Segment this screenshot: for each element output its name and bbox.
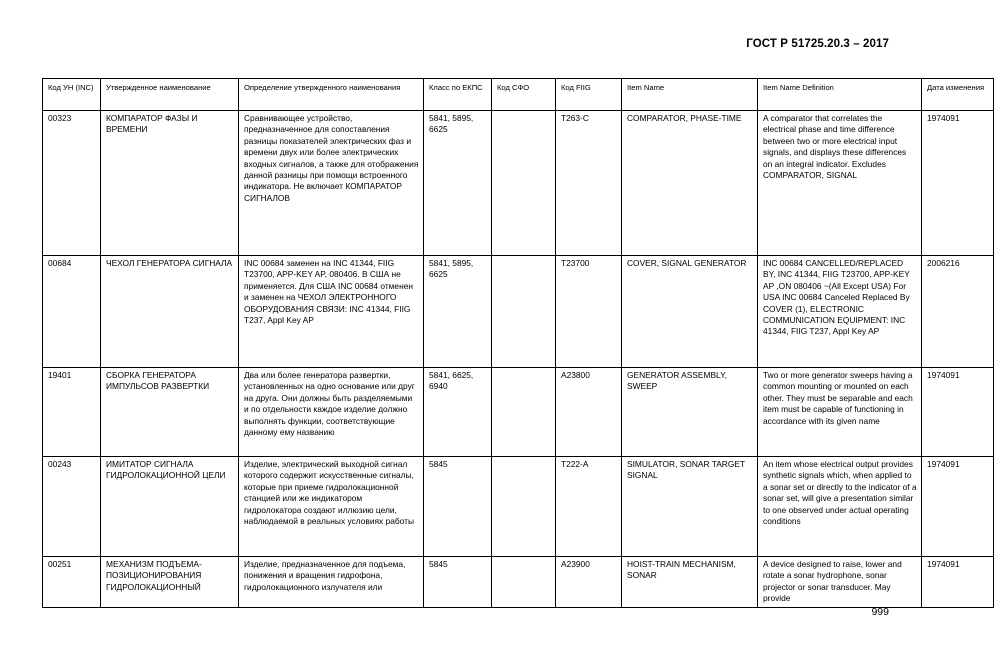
header-date: Дата изменения [922, 79, 994, 111]
header-inc: Код УН (INC) [43, 79, 101, 111]
cell-date: 1974091 [922, 368, 994, 457]
header-fiig: Код FIIG [556, 79, 622, 111]
cell-inc: 00243 [43, 457, 101, 557]
table-header-row [43, 79, 994, 111]
cell-name: ИМИТАТОР СИГНАЛА ГИДРОЛОКАЦИОННОЙ ЦЕЛИ [101, 457, 239, 557]
page-number: 999 [871, 606, 889, 618]
header-item-name: Item Name [622, 79, 758, 111]
cell-definition: Изделие, электрический выходной сигнал которого содержит искусственные сигналы, которые при приеме гидролокационной станцией или же индикатором гидролокатора создают иллюзию цели, наблюдаемой в реальных условиях работы [239, 457, 424, 557]
cell-sfo [492, 111, 556, 256]
cell-name: МЕХАНИЗМ ПОДЪЕМА-ПОЗИЦИОНИРОВАНИЯ ГИДРОЛОКАЦИОННЫЙ [101, 557, 239, 608]
cell-item-name: COMPARATOR, PHASE-TIME [622, 111, 758, 256]
document-header: ГОСТ Р 51725.20.3 – 2017 [746, 38, 889, 50]
cell-item-name: COVER, SIGNAL GENERATOR [622, 256, 758, 368]
table-row [43, 256, 994, 368]
cell-item-name: HOIST-TRAIN MECHANISM, SONAR [622, 557, 758, 608]
cell-sfo [492, 557, 556, 608]
cell-sfo [492, 256, 556, 368]
cell-definition: Два или более генератора развертки, установленных на одно основание или друг на друга. Они должны быть разделяемыми и по отдельности каждое изделие должно выполнять функции, соответствующие данному ему названию [239, 368, 424, 457]
cell-inc: 00684 [43, 256, 101, 368]
cell-sfo [492, 457, 556, 557]
header-sfo: Код СФО [492, 79, 556, 111]
cell-name: КОМПАРАТОР ФАЗЫ И ВРЕМЕНИ [101, 111, 239, 256]
cell-item-name: SIMULATOR, SONAR TARGET SIGNAL [622, 457, 758, 557]
cell-name: ЧЕХОЛ ГЕНЕРАТОРА СИГНАЛА [101, 256, 239, 368]
header-class: Класс по ЕКПС [424, 79, 492, 111]
cell-date: 1974091 [922, 457, 994, 557]
header-name: Утвержденное наименование [101, 79, 239, 111]
catalog-table [42, 78, 994, 608]
header-item-definition: Item Name Definition [758, 79, 922, 111]
cell-class: 5841, 5895, 6625 [424, 111, 492, 256]
cell-fiig: T263-C [556, 111, 622, 256]
table-row [43, 368, 994, 457]
cell-fiig: T222-A [556, 457, 622, 557]
cell-date: 2006216 [922, 256, 994, 368]
header-definition: Определение утвержденного наименования [239, 79, 424, 111]
cell-inc: 00323 [43, 111, 101, 256]
cell-item-definition: Two or more generator sweeps having a common mounting or mounted on each other. They must be separable and each item must be capable of functioning in accordance with its given name [758, 368, 922, 457]
cell-item-name: GENERATOR ASSEMBLY, SWEEP [622, 368, 758, 457]
cell-class: 5845 [424, 457, 492, 557]
cell-date: 1974091 [922, 111, 994, 256]
cell-definition: INC 00684 заменен на INC 41344, FIIG T23700, APP-KEY AP, 080406. В США не применяется. Для США INC 00684 отменен и заменен на ЧЕХОЛ ЭЛЕКТРОННОГО ОБОРУДОВАНИЯ СВЯЗИ: INC 41344, FIIG T237, Appl Key AP [239, 256, 424, 368]
cell-sfo [492, 368, 556, 457]
cell-inc: 19401 [43, 368, 101, 457]
table-row [43, 457, 994, 557]
cell-class: 5845 [424, 557, 492, 608]
cell-item-definition: INC 00684 CANCELLED/REPLACED BY, INC 41344, FIIG T23700, APP-KEY AP ,ON 080406 ~(All Except USA) For USA INC 00684 Canceled Replaced By COVER (1), ELECTRONIC COMMUNICATION EQUIPMENT: INC 41344, FIIG T237, Appl Key AP [758, 256, 922, 368]
cell-date: 1974091 [922, 557, 994, 608]
cell-item-definition: An item whose electrical output provides synthetic signals which, when applied to a sonar set or directly to the indicator of a sonar set, will give a presentation similar to one observed under actual operating conditions [758, 457, 922, 557]
cell-fiig: T23700 [556, 256, 622, 368]
table-row [43, 557, 994, 608]
cell-class: 5841, 6625, 6940 [424, 368, 492, 457]
table-row [43, 111, 994, 256]
cell-name: СБОРКА ГЕНЕРАТОРА ИМПУЛЬСОВ РАЗВЕРТКИ [101, 368, 239, 457]
cell-fiig: A23900 [556, 557, 622, 608]
cell-fiig: A23800 [556, 368, 622, 457]
cell-item-definition: A device designed to raise, lower and rotate a sonar hydrophone, sonar projector or sonar transducer. May provide [758, 557, 922, 608]
cell-inc: 00251 [43, 557, 101, 608]
cell-item-definition: A comparator that correlates the electrical phase and time difference between two or more electrical input signals, and displays these differences on an integral indicator. Excludes COMPARATOR, SIGNAL [758, 111, 922, 256]
cell-class: 5841, 5895, 6625 [424, 256, 492, 368]
cell-definition: Сравнивающее устройство, предназначенное для сопоставления разницы показателей электрических фаз и времени двух или более электрических входных сигналов, а также для отображения данной разницы при помощи встроенного индикатора. Не включает КОМПАРАТОР СИГНАЛОВ [239, 111, 424, 256]
cell-definition: Изделие, предназначенное для подъема, понижения и вращения гидрофона, гидролокационного излучателя или [239, 557, 424, 608]
